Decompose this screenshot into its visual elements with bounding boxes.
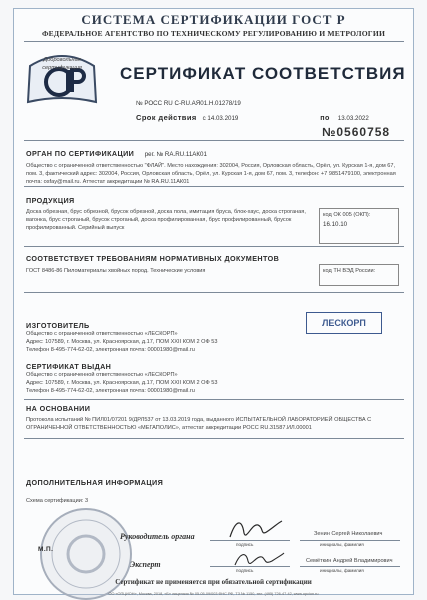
head-label: Руководитель органа xyxy=(120,532,195,541)
head-sign-hint: подпись xyxy=(236,542,254,547)
issued-to-name: Общество с ограниченной ответственностью «ЛЕСКОРП» xyxy=(26,372,178,378)
divider xyxy=(24,438,404,439)
issued-to-section xyxy=(26,362,316,395)
okp-label: код ОК 005 (ОКП): xyxy=(323,212,371,218)
agency-heading: ФЕДЕРАЛЬНОЕ АГЕНТСТВО ПО ТЕХНИЧЕСКОМУ РЕГУЛИРОВАНИЮ И МЕТРОЛОГИИ xyxy=(41,29,386,38)
certificate-number: № РОСС RU С-RU.АЯ01.Н.01278/19 xyxy=(136,100,241,107)
logo-caption: Добровольная сертификация xyxy=(42,57,82,71)
company-stamp: ЛЕСКОРП xyxy=(306,312,382,334)
validity-row xyxy=(136,113,369,122)
expert-name: Семёткин Андрей Владимирович xyxy=(306,558,393,564)
basis-text: Протокола испытаний № ПИЛ01/07201 9/ДРЛ537 от 13.03.2019 года, выданного ИСПЫТАТЕЛЬНОЙ ЛАБОРАТОРИЕЙ ОБЩЕСТВА С ОГРАНИЧЕННОЙ ОТВЕТСТВЕННОСТЬЮ «МЕГАПОЛИС», аттестат аккредитации РОСС RU.31587.ИЛ.00001 xyxy=(26,417,372,431)
expert-signature xyxy=(232,545,287,576)
head-name: Зенин Сергей Николаевич xyxy=(314,531,383,537)
tnved-label: код ТН ВЭД России: xyxy=(323,268,376,274)
issued-to-phone: Телефон 8-495-774-62-02, электронная почта: 00001980@mail.ru xyxy=(26,388,195,394)
certification-body-text: Общество с ограниченной ответственностью "ФЛАЙ". Место нахождения: 302004, Россия, Орловская область, Орёл, ул. Курская 1-я, дом 67, пом. 3, фактический адрес: 302004, Россия, Орловская область, Орёл, ул. Курская 1-я, дом 67, пом. 3, телефон: +7 9851479100, электронная почта: osfay@mail.ru. Аттестат аккредитации № RA.RU.11АК01 xyxy=(26,163,396,185)
additional-heading: ДОПОЛНИТЕЛЬНАЯ ИНФОРМАЦИЯ xyxy=(26,478,164,487)
expert-initials-hint: инициалы, фамилия xyxy=(320,568,364,573)
requirements-text: ГОСТ 8486-86 Пиломатериалы хвойных пород. Технические условия xyxy=(26,268,206,274)
tnved-box xyxy=(319,264,399,286)
divider xyxy=(24,246,404,247)
seal-label: М.П. xyxy=(38,546,54,553)
product-section xyxy=(26,196,308,232)
divider xyxy=(24,399,404,400)
system-heading: СИСТЕМА СЕРТИФИКАЦИИ ГОСТ Р xyxy=(81,12,346,27)
manufacturer-phone: Телефон 8-495-774-62-02, электронная почта: 00001980@mail.ru xyxy=(26,347,195,353)
issued-to-address: Адрес: 107589, г. Москва, ул. Красноярская, д.17, ПОМ XXII КОМ 2 ОФ 53 xyxy=(26,380,218,386)
manufacturer-address: Адрес: 107589, г. Москва, ул. Красноярская, д.17, ПОМ XXII КОМ 2 ОФ 53 xyxy=(26,339,218,345)
divider xyxy=(24,292,404,293)
requirements-heading: СООТВЕТСТВУЕТ ТРЕБОВАНИЯМ НОРМАТИВНЫХ ДОКУМЕНТОВ xyxy=(26,254,280,263)
basis-section xyxy=(26,404,396,432)
additional-section xyxy=(26,478,396,505)
product-text: Доска обрезная, брус обрезной, брусок обрезной, доска пола, имитация бруса, блок-хаус, доска строганая, вагонка, брус строганый, брусок строганый, доска профилированная, брус профилированный, брусок профилированный. Серийный выпуск xyxy=(26,209,306,231)
bottom-note: Сертификат не применяется при обязательной сертификации xyxy=(115,578,312,586)
header-divider xyxy=(24,41,404,42)
head-initials-hint: инициалы, фамилия xyxy=(320,542,364,547)
expert-label: Эксперт xyxy=(130,560,161,569)
manufacturer-section xyxy=(26,321,316,354)
head-signature xyxy=(226,515,286,548)
certification-body-heading: ОРГАН ПО СЕРТИФИКАЦИИ xyxy=(26,149,135,158)
divider xyxy=(24,186,404,187)
validity-label: Срок действия xyxy=(136,113,197,122)
okp-value: 16.10.10 xyxy=(323,221,348,228)
handwritten-signature-icon xyxy=(232,545,287,571)
okp-box xyxy=(319,208,399,244)
valid-to: 13.03.2022 xyxy=(337,115,369,122)
certification-body-section xyxy=(26,143,396,186)
certificate-title: СЕРТИФИКАТ СООТВЕТСТВИЯ xyxy=(120,64,406,83)
manufacturer-name: Общество с ограниченной ответственностью «ЛЕСКОРП» xyxy=(26,331,178,337)
certification-body-reg: рег. № RA.RU.11АК01 xyxy=(144,151,207,158)
valid-from: с 14.03.2019 xyxy=(202,115,239,122)
serial-number: №0560758 xyxy=(322,125,391,139)
divider xyxy=(24,140,404,141)
handwritten-signature-icon xyxy=(226,515,286,543)
official-seal xyxy=(40,508,132,600)
manufacturer-heading: ИЗГОТОВИТЕЛЬ xyxy=(26,321,90,330)
printer-footer: OO «ОПЦИОН», Москва, 2018, «Б» лицензия № 05-05-09/003 ФНС РФ, ТЗ № 1150, тел. (495) 726-47-42, www.opcion.ru xyxy=(108,592,319,596)
valid-to-label: по xyxy=(320,113,330,122)
issued-to-heading: СЕРТИФИКАТ ВЫДАН xyxy=(26,362,112,371)
requirements-section xyxy=(26,254,308,275)
expert-sign-hint: подпись xyxy=(236,568,254,573)
basis-heading: НА ОСНОВАНИИ xyxy=(26,404,91,413)
scheme-text: Схема сертификации: 3 xyxy=(26,498,89,504)
product-heading: ПРОДУКЦИЯ xyxy=(26,196,75,205)
gost-r-logo xyxy=(26,48,98,106)
